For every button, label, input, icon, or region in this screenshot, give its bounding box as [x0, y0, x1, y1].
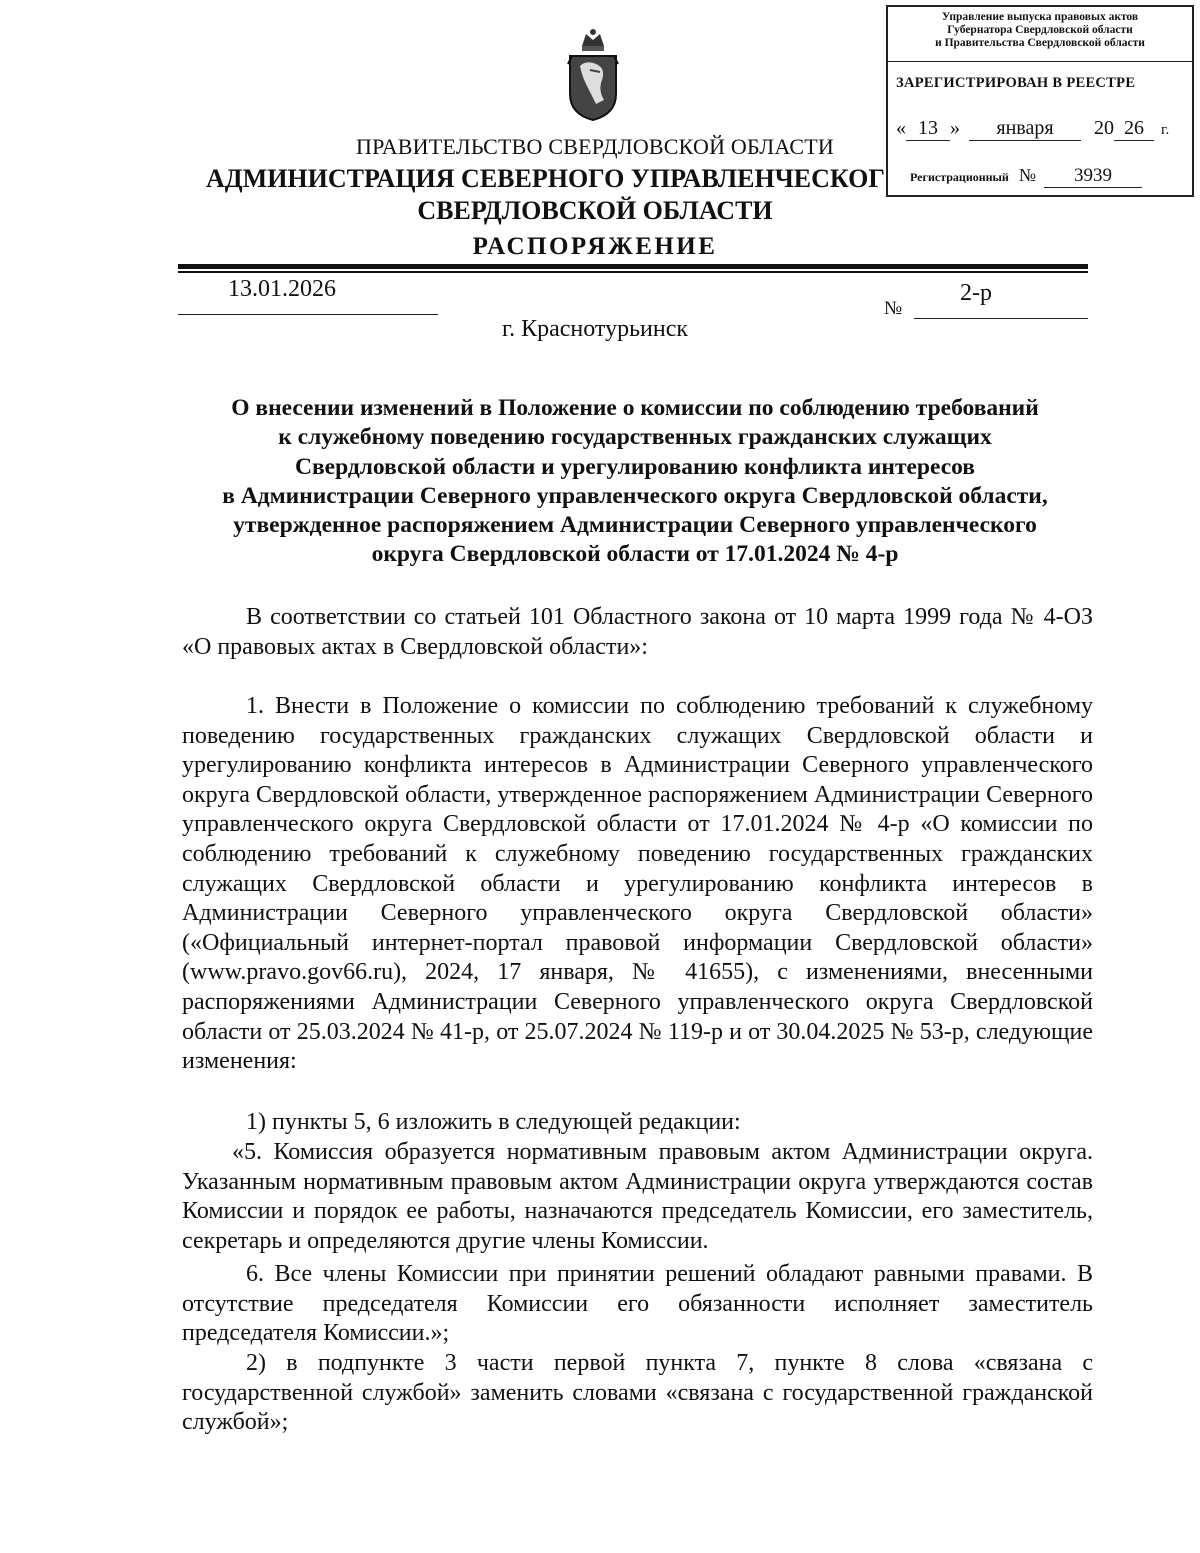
- document-number-sign: №: [884, 298, 903, 319]
- title-line: О внесении изменений в Положение о комиссии по соблюдению требований: [231, 395, 1039, 421]
- stamp-day: 13: [906, 117, 950, 141]
- document-city: г. Краснотурьинск: [501, 316, 689, 342]
- stamp-org-line-3: и Правительства Свердловской области: [935, 37, 1145, 49]
- stamp-divider: [888, 61, 1192, 62]
- stamp-year-prefix: 20: [1094, 117, 1114, 139]
- point-5-paragraph: «5. Комиссия образуется нормативным правовым актом Администрации округа. Указанным нормативным правовым актом Администрации округа утверждаются состав Комиссии и порядок ее работы, назначаются председатель Комиссии, его заместитель, секретарь и определяются другие члены Комиссии.: [182, 1139, 1093, 1254]
- stamp-registration-number: [910, 165, 1142, 188]
- stamp-organization: [888, 11, 1192, 50]
- stamp-org-line-1: Управление выпуска правовых актов: [941, 11, 1139, 23]
- subitem-1-paragraph: 1) пункты 5, 6 изложить в следующей редакции:: [246, 1109, 741, 1135]
- stamp-reg-number: 3939: [1044, 165, 1142, 188]
- title-line: к служебному поведению государственных гражданских служащих: [278, 424, 992, 451]
- preamble-paragraph: В соответствии со статьей 101 Областного закона от 10 марта 1999 года № 4-ОЗ «О правовых актах в Свердловской области»:: [182, 604, 1093, 660]
- stamp-reg-label: Регистрационный: [910, 170, 1009, 184]
- stamp-registered-label: ЗАРЕГИСТРИРОВАН В РЕЕСТРЕ: [896, 75, 1136, 91]
- header-rule-thin: [178, 271, 1088, 273]
- title-line: в Администрации Северного управленческого округа Свердловской области,: [222, 482, 1048, 509]
- stamp-month: января: [969, 117, 1081, 141]
- administration-name-line-1: АДМИНИСТРАЦИЯ СЕВЕРНОГО УПРАВЛЕНЧЕСКОГ: [206, 164, 885, 193]
- stamp-date: « 13 » января 20 26 г.: [896, 117, 1170, 139]
- registration-stamp: [886, 5, 1194, 197]
- item-1-paragraph: 1. Внести в Положение о комиссии по соблюдению требований к служебному поведению государственных гражданских служащих Свердловской области и урегулированию конфликта интересов в Администрации Северного управленческого округа Свердловской области, утвержденное распоряжением Администрации Северного управленческого округа Свердловской области от 17.01.2024 № 4-р «О комиссии по соблюдению требований к служебному поведению государственных гражданских служащих Свердловской области и урегулированию конфликта интересов в Администрации Северного управленческого округа Свердловской области» («Официальный интернет-портал правовой информации Свердловской области» (www.pravo.gov66.ru), 2024, 17 января, № 41655), с изменениями, внесенными распоряжениями Администрации Северного управленческого округа Свердловской области от 25.03.2024 № 41-р, от 25.07.2024 № 119-р и от 30.04.2025 № 53-р, следующие изменения:: [182, 693, 1093, 1075]
- title-line: округа Свердловской области от 17.01.2024 № 4-р: [371, 541, 899, 568]
- government-name: ПРАВИТЕЛЬСТВО СВЕРДЛОВСКОЙ ОБЛАСТИ: [356, 134, 834, 159]
- document-date: 13.01.2026: [228, 276, 336, 302]
- administration-name-line-2: СВЕРДЛОВСКОЙ ОБЛАСТИ: [417, 196, 773, 225]
- document-number: 2-р: [960, 280, 992, 306]
- title-line: Свердловской области и урегулированию конфликта интересов: [295, 453, 975, 480]
- stamp-year-mark: г.: [1161, 122, 1170, 138]
- date-underline: [178, 314, 438, 315]
- header-rule-thick: [178, 264, 1088, 269]
- stamp-reg-sign: №: [1018, 165, 1037, 185]
- title-line: утвержденное распоряжением Администрации Северного управленческого: [233, 512, 1037, 539]
- point-6-paragraph: 6. Все члены Комиссии при принятии решений обладают равными правами. В отсутствие председателя Комиссии его обязанности исполняет заместитель председателя Комиссии.»;: [182, 1261, 1093, 1347]
- subitem-2-paragraph: 2) в подпункте 3 части первой пункта 7, пункте 8 слова «связана с государственной службой» заменить словами «связана с государственной гражданской службой»;: [182, 1350, 1093, 1436]
- document-type: РАСПОРЯЖЕНИЕ: [472, 233, 718, 260]
- document-title: [180, 394, 1090, 570]
- stamp-org-line-2: Губернатора Свердловской области: [947, 24, 1133, 36]
- coat-of-arms-icon: [566, 26, 620, 122]
- stamp-year-suffix: 26: [1114, 117, 1154, 141]
